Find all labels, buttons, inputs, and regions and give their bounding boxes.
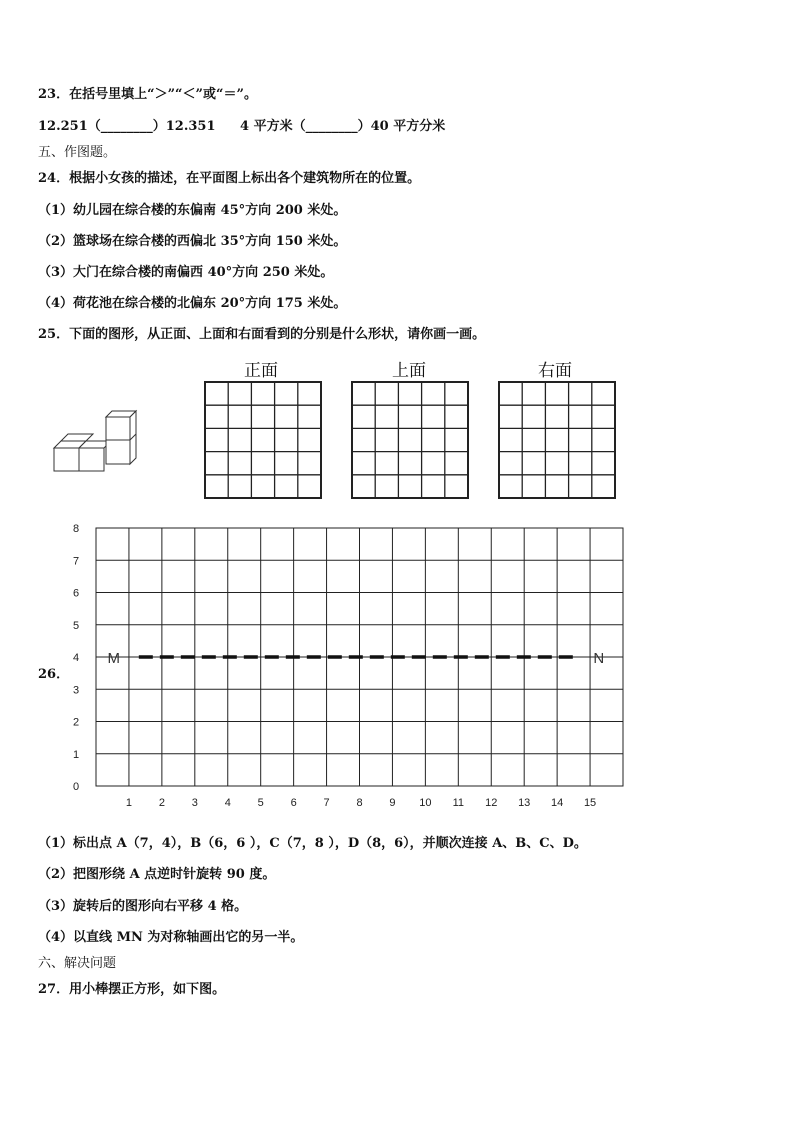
top-view-grid[interactable] — [352, 382, 468, 498]
section-6-heading: 六、解决问题 — [38, 956, 117, 971]
x-tick-label: 8 — [356, 797, 363, 809]
y-tick-label: 5 — [72, 619, 80, 632]
y-tick-label: 7 — [72, 555, 80, 568]
q26-number: 26． — [38, 667, 70, 682]
x-tick-label: 7 — [323, 797, 330, 809]
right-view-grid[interactable] — [499, 382, 615, 498]
y-tick-label: 3 — [72, 684, 80, 697]
y-tick-label: 2 — [72, 716, 80, 729]
x-tick-label: 1 — [125, 797, 132, 809]
x-tick-label: 6 — [290, 797, 297, 809]
q26-item-2: （2）把图形绕 A 点逆时针旋转 90 度。 — [38, 867, 276, 882]
label-m: M — [107, 650, 121, 667]
x-tick-label: 4 — [224, 797, 231, 809]
q26-item-4: （4）以直线 MN 为对称轴画出它的另一半。 — [38, 930, 304, 945]
q24-item-3: （3）大门在综合楼的南偏西 40°方向 250 米处。 — [38, 265, 334, 280]
cube-figure — [54, 411, 136, 471]
x-tick-label: 13 — [518, 797, 531, 809]
y-tick-label: 4 — [72, 652, 80, 664]
q26-item-1: （1）标出点 A（7，4），B（6，6 ），C（7，8 ），D（8，6），并顺次连接 A、B、C、D。 — [38, 836, 587, 851]
x-tick-label: 2 — [158, 797, 165, 809]
q27-title: 27．用小棒摆正方形，如下图。 — [38, 982, 226, 997]
q24-item-1: （1）幼儿园在综合楼的东偏南 45°方向 200 米处。 — [38, 203, 347, 218]
x-tick-label: 12 — [485, 797, 498, 809]
q23-title: 23．在括号里填上“＞”“＜”或“＝”。 — [38, 87, 257, 102]
y-tick-label: 0 — [72, 781, 80, 793]
front-view-grid[interactable] — [205, 382, 321, 498]
x-tick-label: 10 — [419, 797, 432, 809]
label-n: N — [593, 650, 605, 667]
x-tick-label: 5 — [257, 797, 264, 809]
q25-title: 25．下面的图形，从正面、上面和右面看到的分别是什么形状，请你画一画。 — [38, 327, 486, 342]
y-tick-label: 6 — [72, 587, 80, 600]
section-5-heading: 五、作图题。 — [38, 145, 117, 160]
q26-item-3: （3）旋转后的图形向右平移 4 格。 — [38, 899, 248, 914]
view-label-right: 右面 — [538, 361, 572, 381]
q24-item-2: （2）篮球场在综合楼的西偏北 35°方向 150 米处。 — [38, 234, 347, 249]
q23-compare-1: 12.251（________）12.351 — [38, 119, 216, 134]
q24-title: 24．根据小女孩的描述，在平面图上标出各个建筑物所在的位置。 — [38, 171, 421, 186]
y-tick-label: 8 — [72, 523, 80, 535]
x-tick-label: 11 — [452, 797, 465, 809]
y-tick-label: 1 — [72, 748, 80, 761]
view-label-front: 正面 — [244, 361, 278, 381]
x-tick-label: 9 — [389, 797, 396, 809]
x-tick-label: 15 — [583, 797, 597, 809]
x-tick-label: 14 — [551, 797, 564, 809]
q24-item-4: （4）荷花池在综合楼的北偏东 20°方向 175 米处。 — [38, 296, 347, 311]
q23-compare-2: 4 平方米（________）40 平方分米 — [240, 119, 446, 134]
x-tick-label: 3 — [191, 797, 198, 809]
view-label-top: 上面 — [392, 361, 426, 381]
